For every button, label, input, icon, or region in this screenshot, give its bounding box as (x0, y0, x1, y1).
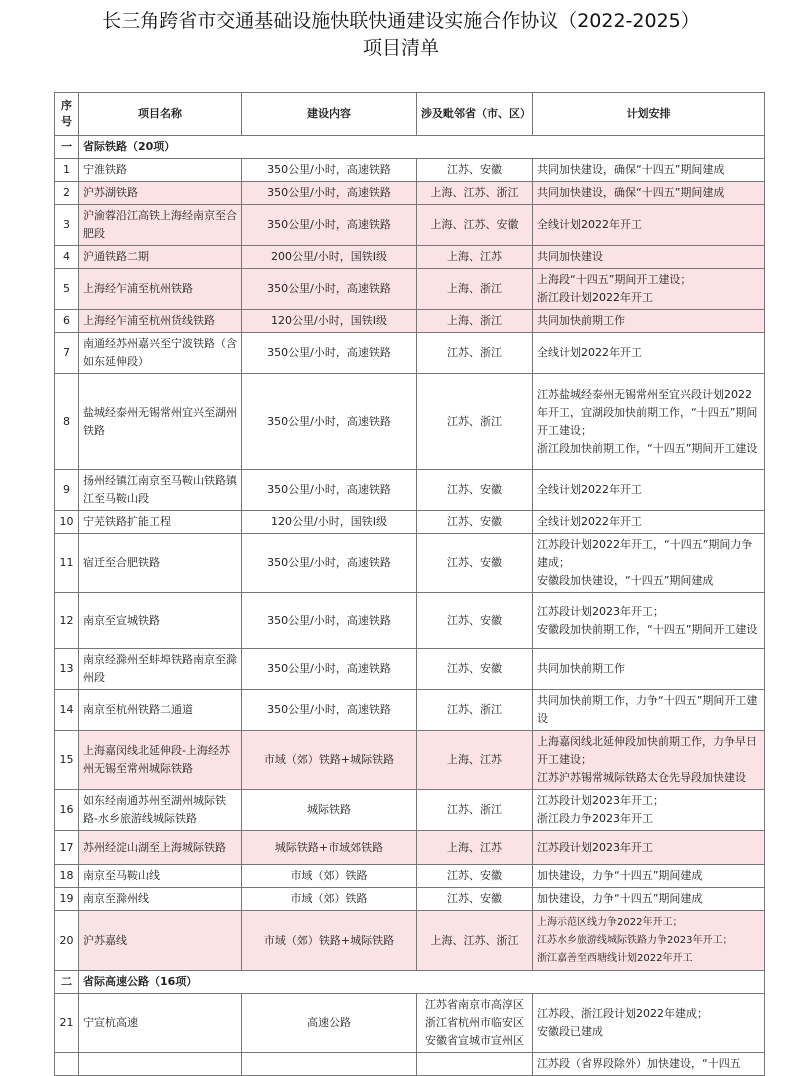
plan-cell (533, 374, 765, 470)
project-name: 上海经乍浦至杭州货线铁路 (79, 310, 242, 333)
plan-line: 上海示范区线力争2022年开工； (537, 916, 683, 928)
project-name: 盐城经泰州无锡常州宜兴至湖州铁路 (79, 374, 242, 470)
construction-content: 350公里/小时，高速铁路 (242, 159, 417, 182)
project-name: 沪通铁路二期 (79, 246, 242, 269)
plan-line: 江苏段、浙江段计划2022年建成； (537, 1007, 708, 1020)
header-no: 序号 (55, 93, 79, 136)
project-name: 南京至杭州铁路二通道 (79, 690, 242, 731)
plan-cell (533, 731, 765, 790)
plan-line: 浙江段加快前期工作，“十四五”期间开工建设 (537, 441, 758, 455)
plan-line: 全线计划2022年开工 (537, 218, 642, 231)
table-row (55, 888, 765, 911)
plan-line: 共同加快建设 (537, 250, 603, 263)
construction-content: 350公里/小时，高速铁路 (242, 374, 417, 470)
plan-cell (533, 511, 765, 534)
project-name: 南京至马鞍山线 (79, 865, 242, 888)
project-name: 沪苏嘉线 (79, 911, 242, 971)
involved-region: 上海、江苏 (417, 831, 533, 865)
involved-region: 江苏、浙江 (417, 690, 533, 731)
section-row-highway (55, 971, 765, 994)
project-name: 南京至滁州线 (79, 888, 242, 911)
project-table (54, 92, 765, 1076)
plan-cell (533, 310, 765, 333)
plan-line: 全线计划2022年开工 (537, 346, 642, 359)
table-row (55, 731, 765, 790)
construction-content: 350公里/小时，高速铁路 (242, 470, 417, 511)
plan-cell (533, 534, 765, 593)
involved-region (417, 994, 533, 1053)
involved-region: 上海、浙江 (417, 310, 533, 333)
construction-content: 市域（郊）铁路+城际铁路 (242, 731, 417, 790)
involved-region: 江苏、浙江 (417, 790, 533, 831)
plan-cell (533, 865, 765, 888)
row-number: 7 (55, 333, 79, 374)
project-name: 扬州经镇江南京至马鞍山铁路镇江至马鞍山段 (79, 470, 242, 511)
table-row (55, 246, 765, 269)
plan-cell (533, 649, 765, 690)
plan-line: 共同加快前期工作 (537, 314, 625, 327)
project-name: 南通经苏州嘉兴至宁波铁路（含如东延伸段） (79, 333, 242, 374)
row-number: 15 (55, 731, 79, 790)
row-number: 20 (55, 911, 79, 971)
construction-content: 市域（郊）铁路+城际铁路 (242, 911, 417, 971)
table-body (55, 136, 765, 1076)
plan-cell (533, 470, 765, 511)
project-name: 南京经滁州至蚌埠铁路南京至滁州段 (79, 649, 242, 690)
plan-line: 江苏水乡旅游线城际铁路力争2023年开工； (537, 934, 733, 946)
construction-content: 350公里/小时，高速铁路 (242, 690, 417, 731)
table-row (55, 269, 765, 310)
project-name: 沪渝蓉沿江高铁上海经南京至合肥段 (79, 205, 242, 246)
row-number: 19 (55, 888, 79, 911)
project-name: 上海嘉闵线北延伸段-上海经苏州无锡至常州城际铁路 (79, 731, 242, 790)
plan-line: 共同加快前期工作，力争“十四五”期间开工建设 (537, 694, 758, 725)
plan-line: 共同加快建设，确保“十四五”期间建成 (537, 186, 725, 199)
construction-content: 350公里/小时，高速铁路 (242, 205, 417, 246)
row-number: 18 (55, 865, 79, 888)
row-number: 17 (55, 831, 79, 865)
empty-cell (79, 1053, 242, 1076)
header-region: 涉及毗邻省（市、区） (417, 93, 533, 136)
construction-content: 350公里/小时，高速铁路 (242, 649, 417, 690)
plan-line: 安徽段加快前期工作，“十四五”期间开工建设 (537, 622, 758, 636)
involved-region: 上海、江苏、浙江 (417, 911, 533, 971)
plan-cell (533, 333, 765, 374)
project-name: 宁淮铁路 (79, 159, 242, 182)
row-number: 21 (55, 994, 79, 1053)
table-row (55, 593, 765, 649)
header-content: 建设内容 (242, 93, 417, 136)
involved-region: 上海、江苏 (417, 246, 533, 269)
table-row (55, 159, 765, 182)
table-row (55, 470, 765, 511)
plan-cell (533, 269, 765, 310)
table-row (55, 790, 765, 831)
section-no: 一 (55, 136, 79, 159)
plan-cell (533, 911, 765, 971)
table-row (55, 865, 765, 888)
project-name: 上海经乍浦至杭州铁路 (79, 269, 242, 310)
plan-cell (533, 790, 765, 831)
row-number: 16 (55, 790, 79, 831)
involved-region: 江苏、浙江 (417, 333, 533, 374)
involved-region: 上海、江苏、安徽 (417, 205, 533, 246)
table-row (55, 994, 765, 1053)
region-line: 浙江省杭州市临安区 (425, 1016, 524, 1029)
plan-cell: 江苏段（省界段除外）加快建设，“十四五 (533, 1053, 765, 1076)
table-row (55, 534, 765, 593)
involved-region: 江苏、安徽 (417, 534, 533, 593)
construction-content: 200公里/小时，国铁Ⅰ级 (242, 246, 417, 269)
document-title (0, 8, 802, 62)
region-line: 安徽省宣城市宣州区 (425, 1034, 524, 1047)
row-number: 2 (55, 182, 79, 205)
plan-cell (533, 246, 765, 269)
row-number: 10 (55, 511, 79, 534)
plan-cell (533, 690, 765, 731)
plan-cell (533, 888, 765, 911)
project-name: 宁芜铁路扩能工程 (79, 511, 242, 534)
table-row (55, 182, 765, 205)
header-name: 项目名称 (79, 93, 242, 136)
involved-region: 江苏、安徽 (417, 470, 533, 511)
construction-content: 350公里/小时，高速铁路 (242, 333, 417, 374)
plan-line: 加快建设，力争“十四五”期间建成 (537, 869, 703, 882)
construction-content: 城际铁路+市域郊铁路 (242, 831, 417, 865)
project-name: 宁宣杭高速 (79, 994, 242, 1053)
construction-content: 高速公路 (242, 994, 417, 1053)
plan-line: 全线计划2022年开工 (537, 483, 642, 496)
region-line: 江苏省南京市高淳区 (425, 998, 524, 1011)
involved-region: 江苏、安徽 (417, 649, 533, 690)
row-number: 3 (55, 205, 79, 246)
title-line-1: 长三角跨省市交通基础设施快联快通建设实施合作协议（2022-2025） (102, 10, 700, 32)
header-row (55, 93, 765, 136)
involved-region: 江苏、安徽 (417, 888, 533, 911)
involved-region: 江苏、安徽 (417, 159, 533, 182)
header-plan: 计划安排 (533, 93, 765, 136)
construction-content: 市域（郊）铁路 (242, 888, 417, 911)
table-row (55, 205, 765, 246)
row-number: 8 (55, 374, 79, 470)
empty-cell (242, 1053, 417, 1076)
plan-line: 上海段“十四五”期间开工建设； (537, 273, 692, 286)
project-name: 南京至宣城铁路 (79, 593, 242, 649)
table-row (55, 649, 765, 690)
table-row (55, 333, 765, 374)
construction-content: 350公里/小时，高速铁路 (242, 593, 417, 649)
involved-region: 江苏、安徽 (417, 511, 533, 534)
plan-line: 共同加快建设，确保“十四五”期间建成 (537, 163, 725, 176)
plan-line: 浙江嘉善至西塘线计划2022年开工 (537, 952, 693, 964)
involved-region: 上海、江苏、浙江 (417, 182, 533, 205)
plan-cell (533, 182, 765, 205)
construction-content: 120公里/小时，国铁Ⅰ级 (242, 310, 417, 333)
row-number: 6 (55, 310, 79, 333)
project-name: 沪苏湖铁路 (79, 182, 242, 205)
row-number: 4 (55, 246, 79, 269)
title-line-2: 项目清单 (362, 37, 439, 59)
row-number: 5 (55, 269, 79, 310)
section-row-railway (55, 136, 765, 159)
table-row (55, 511, 765, 534)
involved-region: 江苏、安徽 (417, 593, 533, 649)
row-number: 1 (55, 159, 79, 182)
construction-content: 350公里/小时，高速铁路 (242, 269, 417, 310)
table-row-partial (55, 1053, 765, 1076)
construction-content: 城际铁路 (242, 790, 417, 831)
empty-cell (417, 1053, 533, 1076)
plan-line: 全线计划2022年开工 (537, 515, 642, 528)
row-number: 12 (55, 593, 79, 649)
plan-line: 安徽段已建成 (537, 1025, 603, 1038)
construction-content: 市域（郊）铁路 (242, 865, 417, 888)
construction-content: 120公里/小时，国铁Ⅰ级 (242, 511, 417, 534)
table-row (55, 374, 765, 470)
involved-region: 上海、江苏 (417, 731, 533, 790)
plan-cell (533, 593, 765, 649)
plan-line: 浙江段力争2023年开工 (537, 812, 653, 825)
plan-line: 江苏段计划2023年开工； (537, 604, 664, 618)
plan-line: 浙江段计划2022年开工 (537, 291, 653, 304)
project-name: 如东经南通苏州至湖州城际铁路-水乡旅游线城际铁路 (79, 790, 242, 831)
table-row (55, 831, 765, 865)
plan-line: 加快建设，力争“十四五”期间建成 (537, 892, 703, 905)
table-row (55, 911, 765, 971)
empty-cell (55, 1053, 79, 1076)
project-name: 宿迁至合肥铁路 (79, 534, 242, 593)
construction-content: 350公里/小时，高速铁路 (242, 182, 417, 205)
row-number: 13 (55, 649, 79, 690)
plan-line: 江苏段计划2023年开工 (537, 840, 653, 854)
row-number: 11 (55, 534, 79, 593)
involved-region: 江苏、浙江 (417, 374, 533, 470)
plan-cell (533, 205, 765, 246)
involved-region: 上海、浙江 (417, 269, 533, 310)
plan-cell (533, 159, 765, 182)
plan-line: 江苏段计划2023年开工； (537, 794, 664, 807)
section-label: 省际高速公路（16项） (79, 971, 765, 994)
plan-cell (533, 994, 765, 1053)
plan-line: 安徽段加快建设，“十四五”期间建成 (537, 574, 714, 587)
plan-line: 江苏段计划2022年开工，“十四五”期间力争建成； (537, 538, 753, 569)
row-number: 9 (55, 470, 79, 511)
plan-line: 共同加快前期工作 (537, 662, 625, 675)
plan-line: 江苏沪苏锡常城际铁路太仓先导段加快建设 (537, 771, 746, 784)
plan-line: 上海嘉闵线北延伸段加快前期工作，力争早日开工建设； (537, 735, 757, 766)
involved-region: 江苏、安徽 (417, 865, 533, 888)
section-label: 省际铁路（20项） (79, 136, 765, 159)
construction-content: 350公里/小时，高速铁路 (242, 534, 417, 593)
table-row (55, 690, 765, 731)
row-number: 14 (55, 690, 79, 731)
project-name: 苏州经淀山湖至上海城际铁路 (79, 831, 242, 865)
section-no: 二 (55, 971, 79, 994)
plan-cell (533, 831, 765, 865)
plan-line: 江苏盐城经泰州无锡常州至宜兴段计划2022年开工，宜湖段加快前期工作，“十四五”期间开工建设； (537, 387, 758, 437)
table-row (55, 310, 765, 333)
